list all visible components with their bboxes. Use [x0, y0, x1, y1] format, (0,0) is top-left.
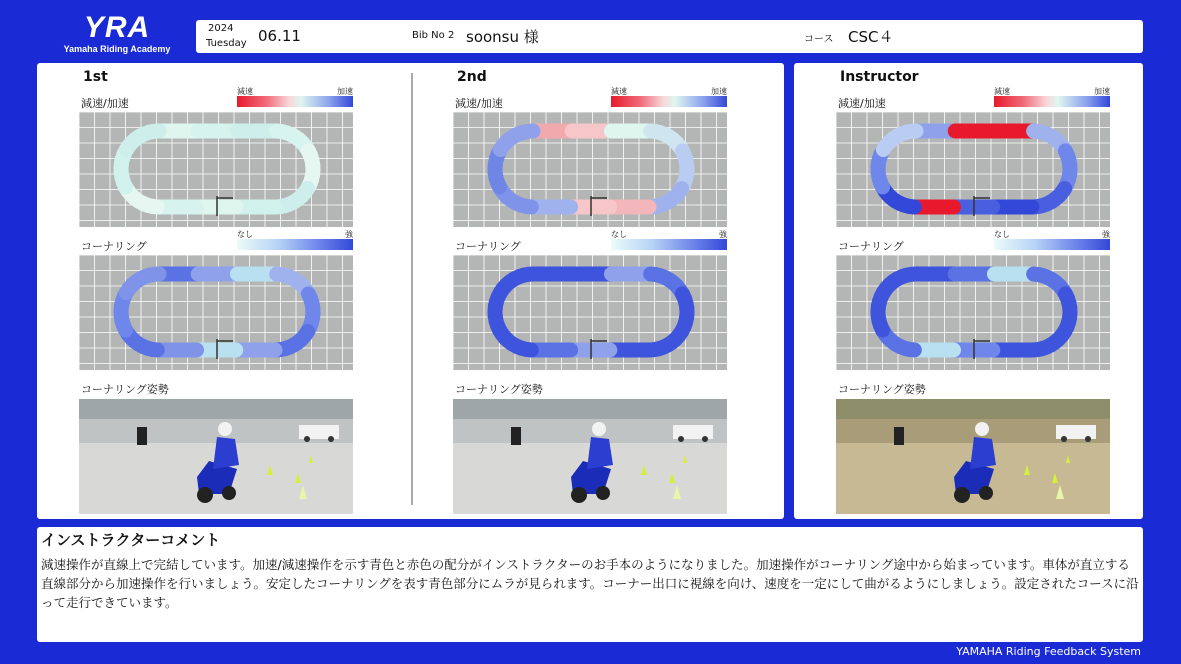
cornering-scale [611, 229, 727, 253]
decel-accel-label: 減速/加速 [455, 97, 503, 110]
runs-panel [37, 63, 784, 519]
course-label: コース [804, 34, 834, 45]
cornering-track-map [79, 255, 353, 370]
cornering-scale [994, 229, 1110, 253]
posture-label: コーナリング姿勢 [838, 383, 926, 396]
scale-none-label: なし [611, 230, 627, 239]
posture-photo [453, 399, 727, 514]
posture-photo [79, 399, 353, 514]
logo-subtitle: Yamaha Riding Academy [63, 44, 171, 54]
yra-logo [52, 11, 182, 56]
cornering-label: コーナリング [81, 240, 147, 253]
session-date: 06.11 [258, 27, 301, 45]
scale-accel-label: 加速 [711, 87, 727, 96]
scale-decel-label: 減速 [994, 87, 1010, 96]
column-divider [411, 73, 413, 505]
posture-label: コーナリング姿勢 [455, 383, 543, 396]
session-year: 2024 [208, 23, 234, 34]
decel-accel-scale [611, 86, 727, 110]
posture-label: コーナリング姿勢 [81, 383, 169, 396]
cornering-label: コーナリング [838, 240, 904, 253]
scale-none-label: なし [237, 230, 253, 239]
run-column-2nd [451, 63, 751, 519]
run-column-1st [77, 63, 377, 519]
rider-name: soonsu 様 [466, 28, 539, 46]
instructor-comment [37, 527, 1143, 642]
instructor-panel [794, 63, 1143, 519]
decel-accel-track-map [836, 112, 1110, 227]
scale-strong-label: 強 [719, 230, 727, 239]
comment-text: 減速操作が直線上で完結しています。加速/減速操作を示す青色と赤色の配分がインストラクターのお手本のようになりました。加速操作がコーナリング途中から始まっています。車体が直立する直線部分から加速操作を行いましょう。安定したコーナリングを表す青色部分にムラが見られます。コーナー出口に視線を向け、速度を一定にして曲がるようにしましょう。設定されたコースに沿って走行できています。 [41, 557, 1139, 610]
session-header [196, 20, 1143, 53]
run-column-instructor [834, 63, 1134, 519]
comment-title: インストラクターコメント [41, 531, 221, 549]
cornering-track-map [836, 255, 1110, 370]
decel-accel-label: 減速/加速 [81, 97, 129, 110]
cornering-label: コーナリング [455, 240, 521, 253]
course-name: CSC４ [848, 28, 894, 46]
scale-strong-label: 強 [345, 230, 353, 239]
session-weekday: Tuesday [206, 38, 247, 49]
cornering-gradient [611, 239, 727, 250]
decel-accel-gradient [994, 96, 1110, 107]
logo-mark: YRA [83, 11, 151, 44]
bib-number: Bib No 2 [412, 30, 455, 41]
scale-none-label: なし [994, 230, 1010, 239]
decel-accel-gradient [611, 96, 727, 107]
decel-accel-scale [994, 86, 1110, 110]
scale-decel-label: 減速 [611, 87, 627, 96]
run-title: 2nd [457, 69, 487, 85]
decel-accel-gradient [237, 96, 353, 107]
cornering-gradient [994, 239, 1110, 250]
cornering-scale [237, 229, 353, 253]
run-title: Instructor [840, 69, 919, 85]
scale-decel-label: 減速 [237, 87, 253, 96]
decel-accel-label: 減速/加速 [838, 97, 886, 110]
scale-accel-label: 加速 [1094, 87, 1110, 96]
decel-accel-track-map [79, 112, 353, 227]
scale-accel-label: 加速 [337, 87, 353, 96]
run-title: 1st [83, 69, 108, 85]
cornering-track-map [453, 255, 727, 370]
cornering-gradient [237, 239, 353, 250]
decel-accel-track-map [453, 112, 727, 227]
posture-photo [836, 399, 1110, 514]
decel-accel-scale [237, 86, 353, 110]
system-footer: YAMAHA Riding Feedback System [956, 645, 1141, 658]
scale-strong-label: 強 [1102, 230, 1110, 239]
